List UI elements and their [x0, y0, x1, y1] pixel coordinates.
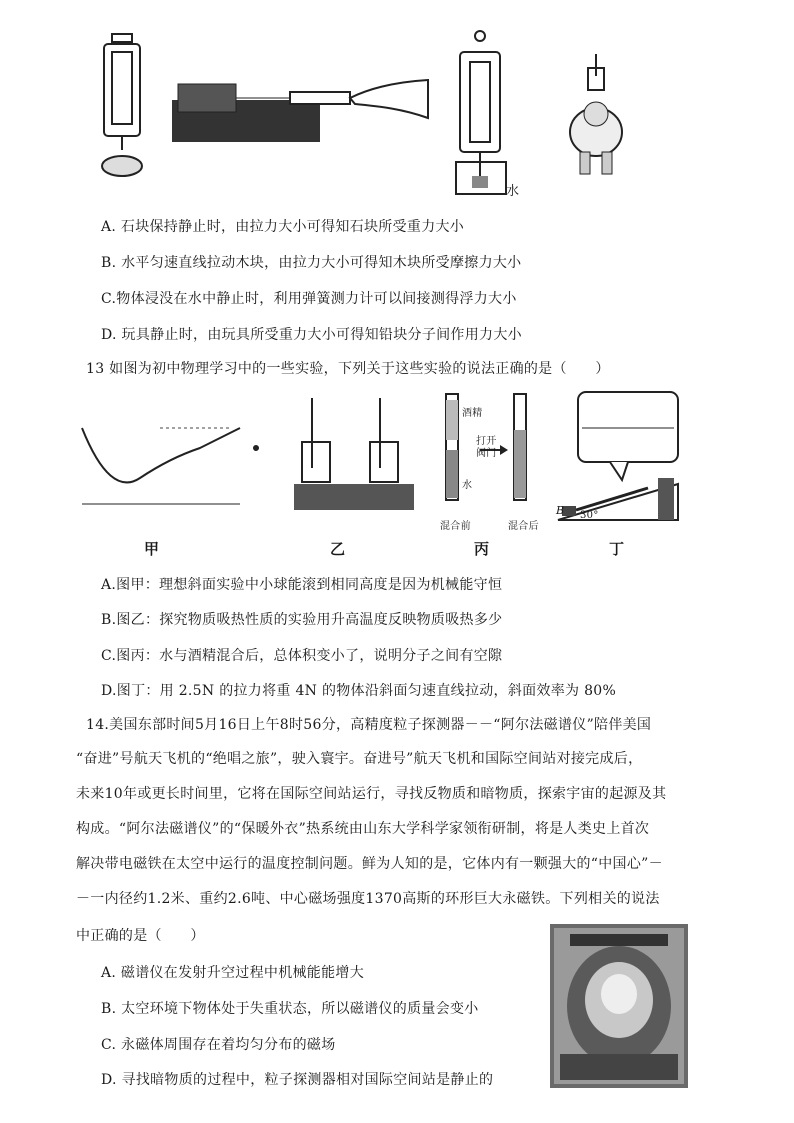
- q14-stem-line-7: 中正确的是（ ）: [76, 928, 205, 944]
- q14-stem-line-4: 构成。“阿尔法磁谱仪”的“保暖外衣”热系统由山东大学科学家领衔研制，将是人类史上首次: [76, 821, 650, 837]
- q12-option-b: B. 水平匀速直线拉动木块，由拉力大小可得知木块所受摩擦力大小: [101, 255, 522, 271]
- fig-label-bing: 丙: [474, 540, 490, 558]
- fig-bing-water: 水: [462, 480, 473, 491]
- q14-stem-line-2: “奋进”号航天飞机的“绝唱之旅”，驶入寰宇。奋进号”航天飞机和国际空间站对接完成后，: [76, 751, 643, 767]
- fig-bing-open-valve: 打开阀门: [476, 436, 497, 459]
- fig-label-jia: 甲: [144, 540, 160, 558]
- q12-option-a: A. 石块保持静止时，由拉力大小可得知石块所受重力大小: [101, 219, 465, 235]
- q14-option-b: B. 太空环境下物体处于失重状态，所以磁谱仪的质量会变小: [101, 1001, 479, 1017]
- spring-scale-stone-figure: [98, 32, 150, 182]
- fig-jia-ramp: [80, 408, 250, 508]
- q14-stem-line-3: 未来10年或更长时间里，它将在国际空间站运行，寻找反物质和暗物质，探索宇宙的起源及其: [76, 786, 667, 802]
- q13-option-c: C.图丙：水与酒精混合后，总体积变小了，说明分子之间有空隙: [101, 648, 503, 664]
- q13-option-a: A.图甲：理想斜面实验中小球能滚到相同高度是因为机械能守恒: [101, 577, 503, 593]
- q12-option-c: C.物体浸没在水中静止时，利用弹簧测力计可以间接测得浮力大小: [101, 291, 517, 307]
- q14-stem-line-6: －一内径约1.2米、重约2.6吨、中心磁场强度1370高斯的环形巨大永磁铁。下列相关的说法: [76, 891, 660, 907]
- friction-board-figure: [170, 78, 432, 148]
- fig-label-ding: 丁: [609, 540, 625, 558]
- toy-sheep-figure: [566, 54, 626, 184]
- q13-option-b: B.图乙：探究物质吸热性质的实验用升高温度反映物质吸热多少: [101, 612, 503, 628]
- q14-option-d: D. 寻找暗物质的过程中，粒子探测器相对国际空间站是静止的: [101, 1072, 494, 1088]
- water-label: 水: [506, 184, 520, 199]
- q13-stem: 13 如图为初中物理学习中的一些实验，下列关于这些实验的说法正确的是（ ）: [86, 361, 610, 377]
- fig-ding-angle: 30°: [580, 510, 599, 521]
- fig-bing-alcohol: 酒精: [462, 408, 483, 419]
- q14-option-c: C. 永磁体周围存在着均匀分布的磁场: [101, 1037, 336, 1053]
- fig-ding-b: B: [556, 504, 565, 517]
- spring-scale-water-figure: [450, 28, 520, 198]
- q14-stem-line-1: 14.美国东部时间5月16日上午8时56分，高精度粒子探测器－－“阿尔法磁谱仪”陪伴美国: [86, 717, 652, 733]
- fig-bing-before: 混合前: [440, 521, 471, 532]
- q12-option-d: D. 玩具静止时，由玩具所受重力大小可得知铅块分子间作用力大小: [101, 327, 522, 343]
- fig-bing-after: 混合后: [508, 521, 539, 532]
- fig-yi-beakers: [290, 398, 420, 514]
- magnet-photo: [550, 924, 688, 1088]
- q14-option-a: A. 磁谱仪在发射升空过程中机械能能增大: [101, 965, 365, 981]
- fig-label-yi: 乙: [330, 540, 346, 558]
- q14-stem-line-5: 解决带电磁铁在太空中运行的温度控制问题。鲜为人知的是，它体内有一颗强大的“中国心”－: [76, 856, 663, 872]
- q13-option-d: D.图丁：用 2.5N 的拉力将重 4N 的物体沿斜面匀速直线拉动，斜面效率为 80%: [101, 683, 617, 699]
- fig-ding-incline: [552, 388, 692, 528]
